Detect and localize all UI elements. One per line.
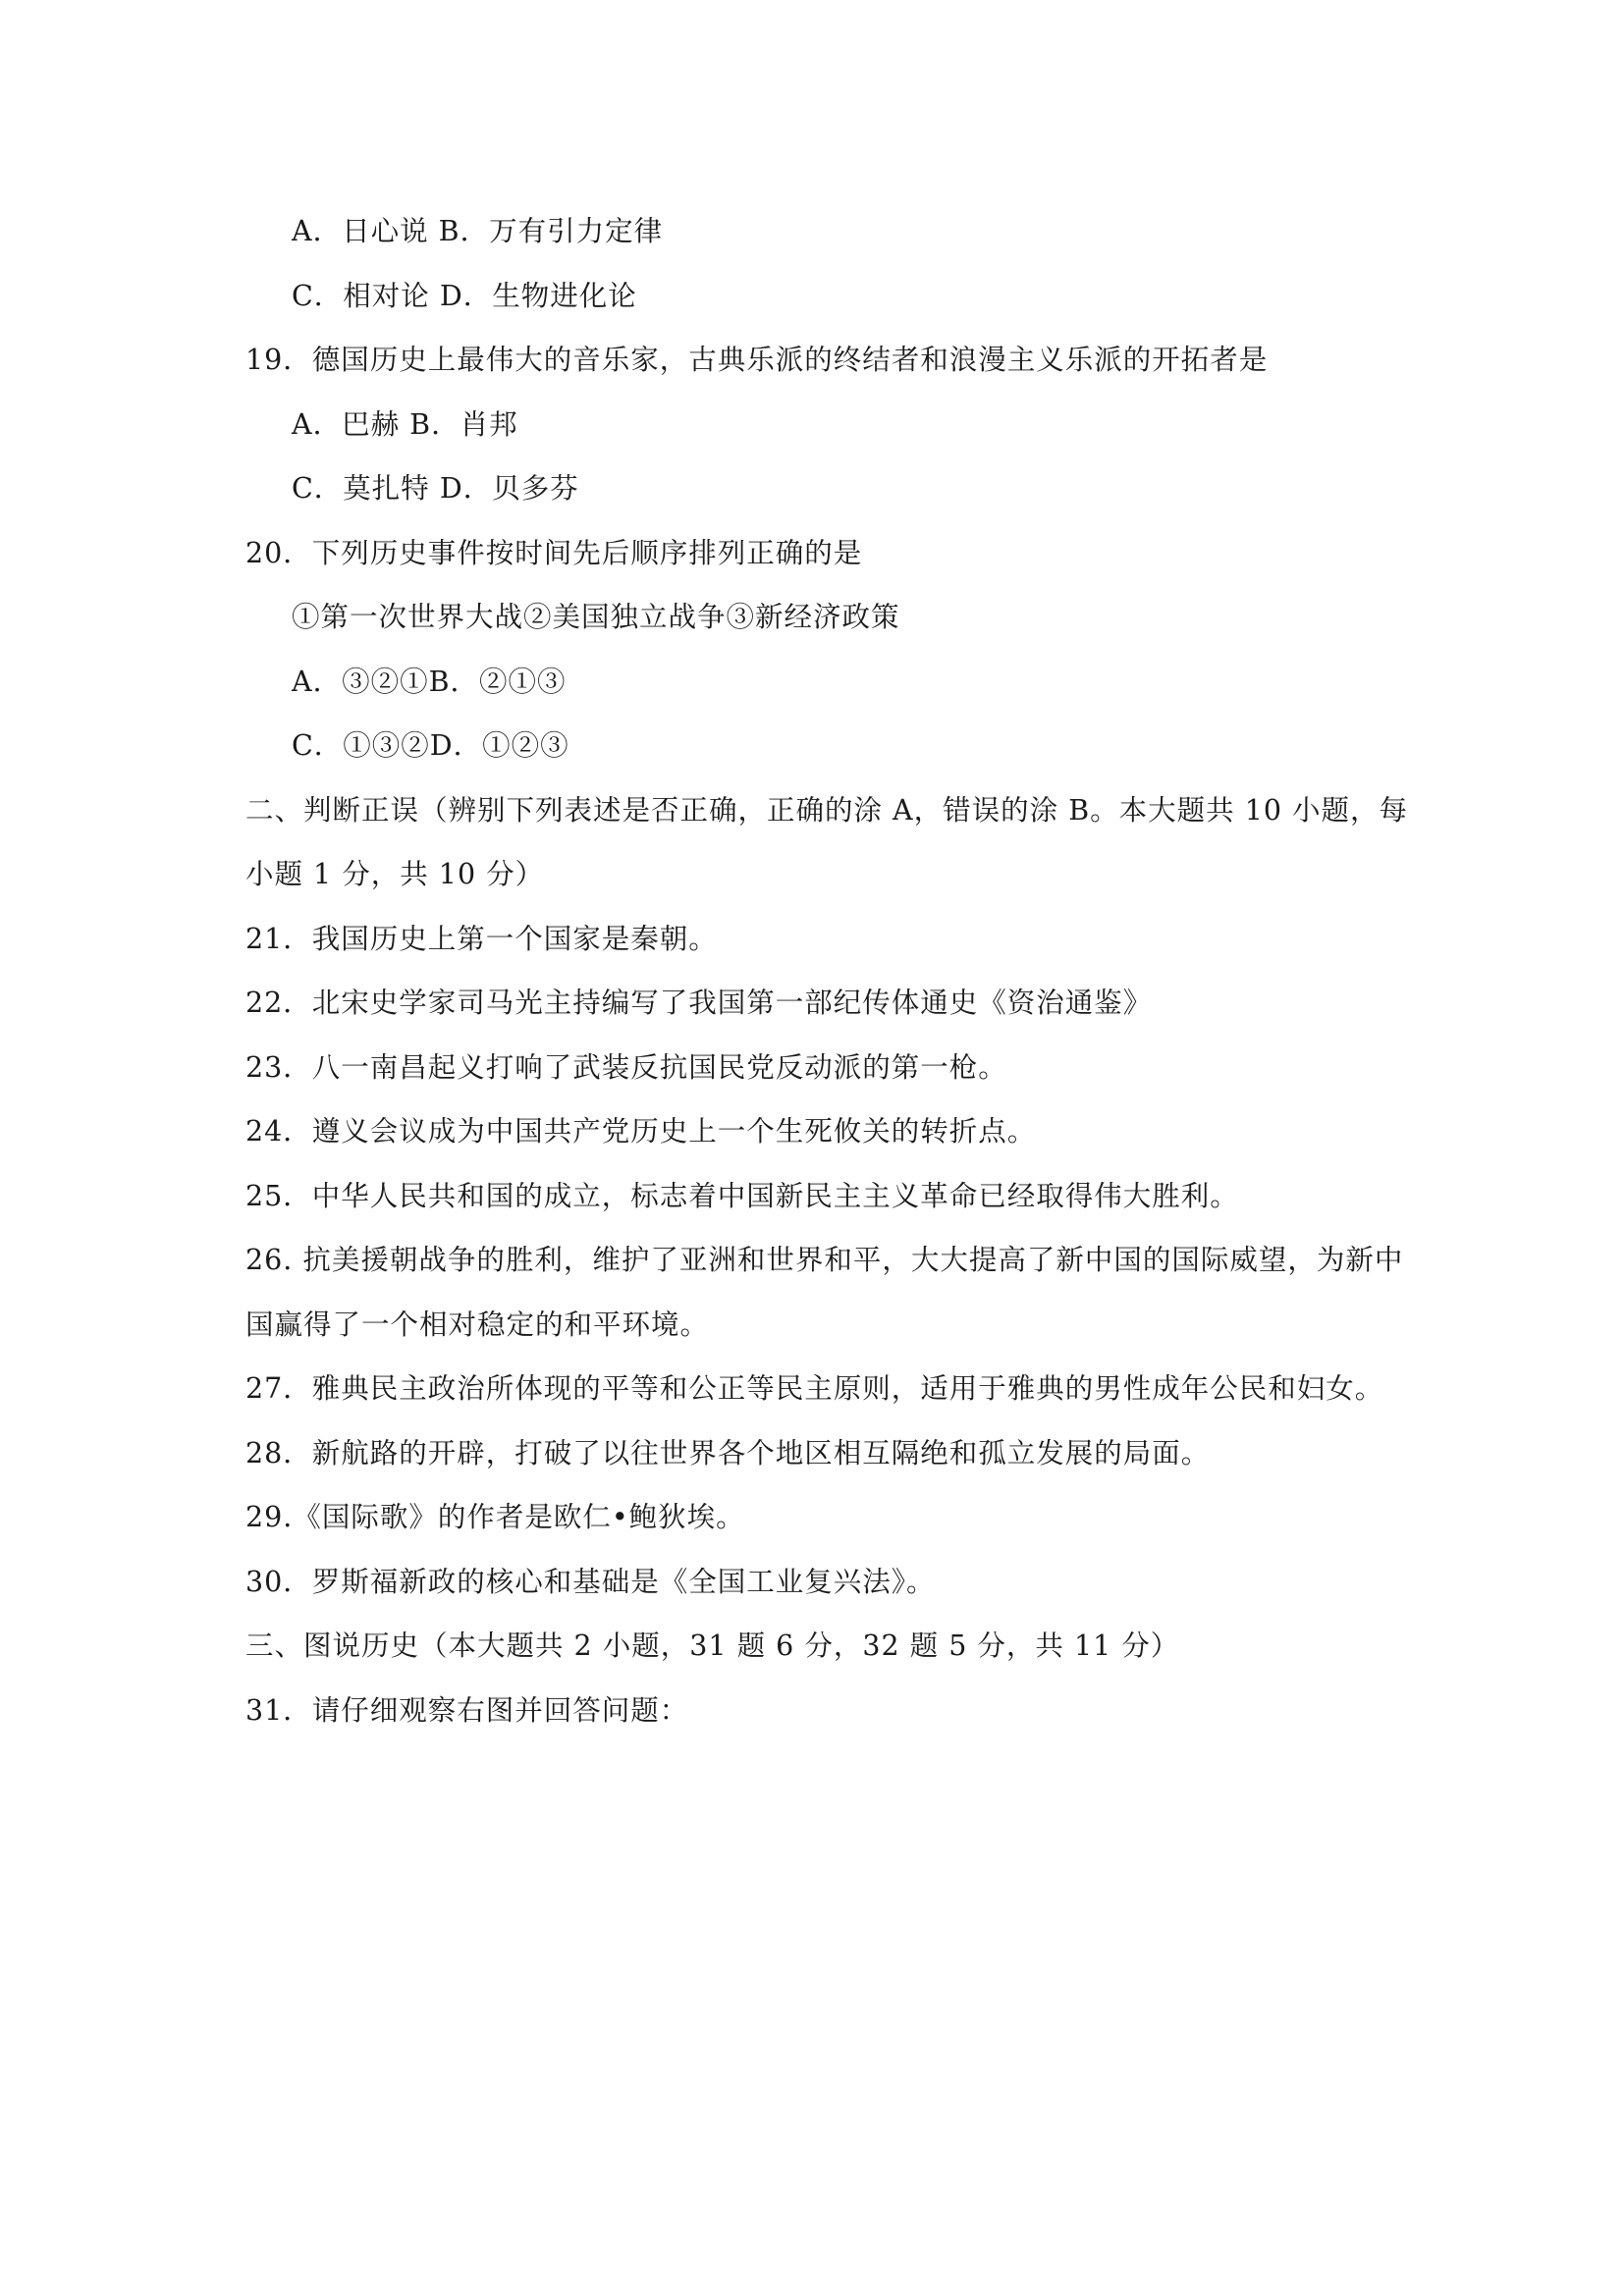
section-2-heading: 二、判断正误（辨别下列表述是否正确，正确的涂 A，错误的涂 B。本大题共 10 小题，每 <box>245 794 1409 827</box>
question-29: 29.《国际歌》的作者是欧仁•鲍狄埃。 <box>245 1501 745 1533</box>
question-28: 28．新航路的开辟，打破了以往世界各个地区相互隔绝和孤立发展的局面。 <box>245 1437 1211 1469</box>
question-27: 27．雅典民主政治所体现的平等和公正等民主原则，适用于雅典的男性成年公民和妇女。 <box>245 1372 1384 1405</box>
question-19: 19．德国历史上最伟大的音乐家，古典乐派的终结者和浪漫主义乐派的开拓者是 <box>245 344 1269 376</box>
q20-options-ab: A．③②①B．②①③ <box>292 666 567 698</box>
question-24: 24．遵义会议成为中国共产党历史上一个生死攸关的转折点。 <box>245 1115 1037 1148</box>
question-26-cont: 国赢得了一个相对稳定的和平环境。 <box>245 1308 710 1341</box>
question-22: 22．北宋史学家司马光主持编写了我国第一部纪传体通史《资治通鉴》 <box>245 987 1153 1019</box>
section-2-heading-cont: 小题 1 分，共 10 分） <box>245 858 545 890</box>
q18-options-ab: A．日心说 B．万有引力定律 <box>292 215 664 247</box>
question-26: 26. 抗美援朝战争的胜利，维护了亚洲和世界和平，大大提高了新中国的国际威望，为新中 <box>245 1244 1404 1276</box>
question-31: 31．请仔细观察右图并回答问题： <box>245 1694 689 1727</box>
q18-options-cd: C．相对论 D．生物进化论 <box>292 280 637 312</box>
q20-events: ①第一次世界大战②美国独立战争③新经济政策 <box>292 601 900 633</box>
question-25: 25．中华人民共和国的成立，标志着中国新民主主义革命已经取得伟大胜利。 <box>245 1180 1239 1212</box>
question-21: 21．我国历史上第一个国家是秦朝。 <box>245 923 718 955</box>
q19-options-cd: C．莫扎特 D．贝多芬 <box>292 472 579 505</box>
question-30: 30．罗斯福新政的核心和基础是《全国工业复兴法》。 <box>245 1566 936 1598</box>
q20-options-cd: C．①③②D．①②③ <box>292 729 569 762</box>
section-3-heading: 三、图说历史（本大题共 2 小题，31 题 6 分，32 题 5 分，共 11 分） <box>245 1629 1180 1662</box>
q19-options-ab: A．巴赫 B．肖邦 <box>292 408 518 441</box>
question-23: 23．八一南昌起义打响了武装反抗国民党反动派的第一枪。 <box>245 1051 1007 1084</box>
question-20: 20．下列历史事件按时间先后顺序排列正确的是 <box>245 537 863 569</box>
